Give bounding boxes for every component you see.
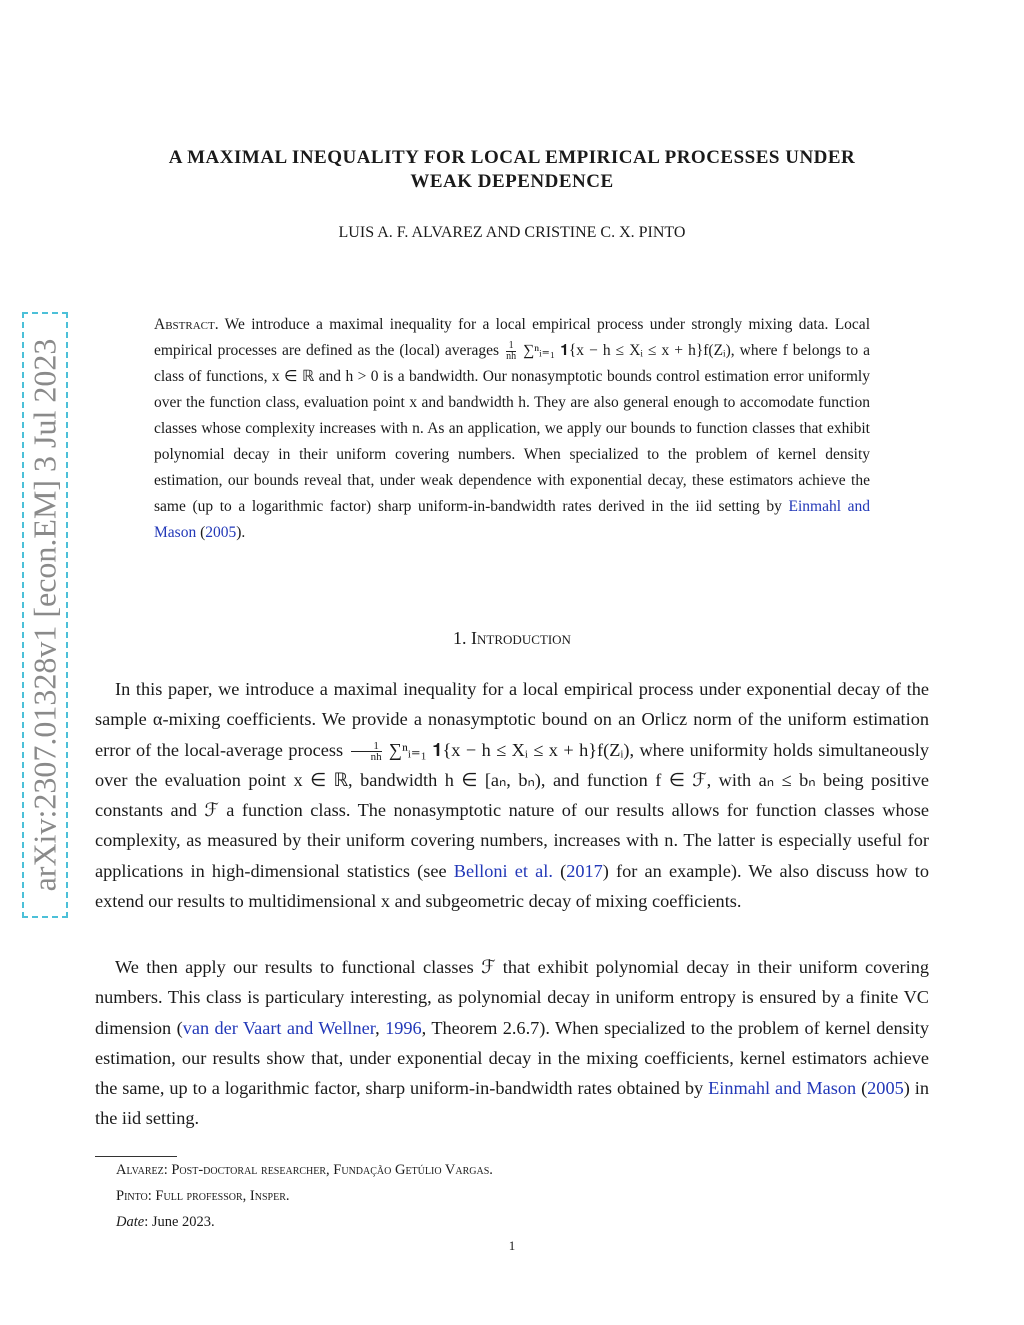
citation-link-2017[interactable]: 2017	[566, 860, 603, 881]
p2-text-2: , Theorem 2.6.7). When specialized to the problem of kernel density estimation, our results show that, under exponential decay in the mixing coefficients, kernel estimators achieve the same, up to a logarithmic factor, sharp uniform-in-bandwidth rates obtained by	[95, 1017, 930, 1099]
fraction-denominator: nh	[506, 350, 517, 362]
p1-text-1: In this paper, we introduce a maximal inequality for a local empirical process under exponential decay of the sample α-mixing coefficients. We provide a nonasymptotic bound on an Orlicz norm of the uniform estimation error of the local-average process	[95, 679, 929, 760]
footnote-date	[116, 1214, 215, 1231]
author-list: LUIS A. F. ALVAREZ AND CRISTINE C. X. PINTO	[338, 224, 686, 241]
footnote-label: Alvarez:	[116, 1162, 168, 1178]
fraction-denominator: nh	[370, 750, 382, 763]
footnote-text: Full professor, Insper.	[151, 1188, 290, 1204]
citation-link-van-der-vaart-wellner[interactable]: van der Vaart and Wellner	[182, 1017, 376, 1038]
citation-link-belloni[interactable]: Belloni et al.	[453, 860, 553, 881]
p2-text-3: ) in the iid setting.	[95, 1078, 929, 1129]
paper-title	[95, 146, 929, 194]
citation-link-einmahl-mason[interactable]: Einmahl and Mason	[154, 498, 870, 541]
abstract-fraction	[506, 341, 516, 362]
paren-open: (	[552, 860, 567, 881]
arxiv-identifier: arXiv:2307.01328v1 [econ.EM] 3 Jul 2023	[26, 338, 63, 892]
footnote-text: : June 2023.	[144, 1214, 215, 1230]
arxiv-sidebar-stamp	[22, 312, 68, 918]
p2-text-1: We then apply our results to functional classes ℱ that exhibit polynomial decay in their uniform covering numbers. This class is particulary interesting, as polynomial decay in uniform entropy is ensured by a finite VC dimension (	[95, 957, 929, 1038]
citation-link-einmahl-mason-2[interactable]: Einmahl and Mason	[708, 1078, 857, 1099]
fraction-numerator: 1	[506, 341, 516, 352]
fraction-numerator: 1	[351, 741, 382, 752]
abstract-label: Abstract.	[154, 316, 219, 333]
intro-paragraph-1	[95, 674, 929, 916]
paren-open: (	[856, 1078, 868, 1099]
p1-fraction	[351, 741, 382, 762]
p1-text-3: ) for an example). We also discuss how to extend our results to multidimensional x and subgeometric decay of mixing coefficients.	[95, 860, 929, 912]
abstract-text-2: ∑ⁿᵢ₌₁ 𝟏{x − h ≤ Xᵢ ≤ x + h}f(Zᵢ), where f belongs to a class of functions, x ∈ ℝ and h > 0 is a bandwidth. Our nonasymptotic bounds control estimation error uniformly over the function class, evaluation point x and bandwidth h. They are also general enough to accomodate function classes whose complexity increases with n. As an application, we apply our bounds to function classes that exhibit polynomial decay in their uniform covering numbers. When specialized to the problem of kernel density estimation, our bounds reveal that, under weak dependence with exponential decay, these estimators achieve the same (up to a logarithmic factor) sharp uniform-in-bandwidth rates derived in the iid setting by	[154, 342, 870, 515]
citation-separator: ,	[375, 1017, 386, 1038]
footnote-rule	[95, 1156, 177, 1157]
paren-close: ).	[236, 524, 246, 541]
citation-link-2005[interactable]: 2005	[205, 524, 237, 541]
footnote-pinto	[116, 1188, 290, 1205]
section-heading-introduction: 1. Introduction	[453, 628, 571, 648]
footnote-alvarez	[116, 1162, 493, 1179]
footnote-label: Pinto:	[116, 1188, 152, 1204]
title-line-1: A MAXIMAL INEQUALITY FOR LOCAL EMPIRICAL PROCESSES UNDER	[168, 147, 856, 168]
p1-text-2: ∑ⁿᵢ₌₁ 𝟏{x − h ≤ Xᵢ ≤ x + h}f(Zᵢ), where uniformity holds simultaneously over the evaluation point x ∈ ℝ, bandwidth h ∈ [aₙ, bₙ), and function f ∈ ℱ, with aₙ ≤ bₙ being positive constants and ℱ a function class. The nonasymptotic nature of our results allows for function classes whose complexity, as measured by their uniform covering numbers, increases with n. The latter is especially useful for applications in high-dimensional statistics (see	[95, 739, 929, 881]
footnote-text: Post-doctoral researcher, Fundação Getúlio Vargas.	[167, 1162, 493, 1178]
intro-paragraph-2	[95, 952, 929, 1134]
abstract-text-1: We introduce a maximal inequality for a local empirical process under strongly mixing data. Local empirical processes are defined as the (local) averages	[154, 316, 870, 359]
citation-link-2005-2[interactable]: 2005	[867, 1078, 904, 1099]
footnote-label: Date	[116, 1214, 145, 1230]
page-number: 1	[508, 1238, 516, 1253]
abstract	[154, 312, 870, 546]
citation-link-1996[interactable]: 1996	[385, 1017, 422, 1038]
title-line-2: WEAK DEPENDENCE	[410, 171, 614, 192]
paren-open: (	[196, 524, 206, 541]
